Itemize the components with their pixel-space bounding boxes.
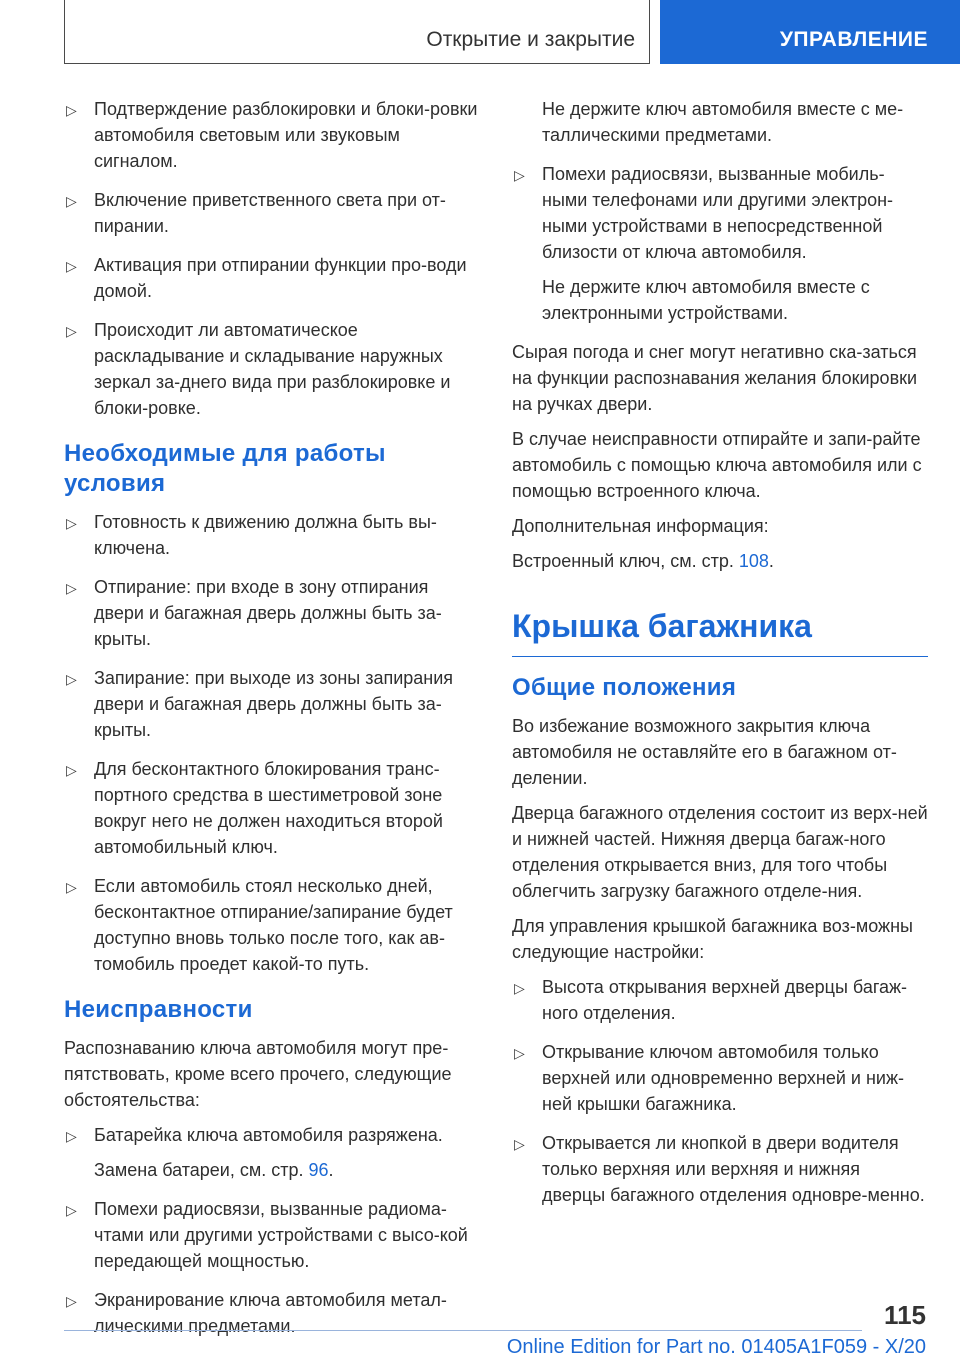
list-item: ▷ Открывание ключом автомобиля только верхней или одновременно верхней и ниж-ней крышки багажника.	[514, 1042, 905, 1114]
para-malfunction: В случае неисправности отпирайте и запи-райте автомобиль с помощью ключа автомобиля или с помощью встроенного ключа.	[512, 429, 922, 501]
page-link-96[interactable]: 96	[308, 1160, 329, 1180]
list-item: ▷ Для бесконтактного блокирования транс-портного средства в шестиметровой зоне вокруг него не должен находиться второй автомобильный ключ.	[66, 759, 443, 857]
bullet-icon: ▷	[66, 671, 77, 687]
page-link-108[interactable]: 108	[738, 551, 769, 571]
bullet-icon: ▷	[66, 1202, 77, 1218]
fault1-note: Замена батареи, см. стр. 96.	[94, 1160, 334, 1180]
list-item: ▷ Запирание: при выходе из зоны запирания двери и багажная дверь должны быть за-крыты.	[66, 668, 454, 740]
page-number: 115	[884, 1300, 926, 1330]
bullet-icon: ▷	[66, 879, 77, 895]
footer-edition: Online Edition for Part no. 01405A1F059 - X/20	[506, 1336, 926, 1358]
list-item: ▷ Активация при отпирании функции про-води домой.	[66, 255, 467, 301]
bullet-icon: ▷	[66, 1128, 77, 1144]
list-item: ▷ Открывается ли кнопкой в двери водителя только верхняя или верхняя и нижняя дверцы багажного отделения одновре-менно.	[514, 1133, 925, 1205]
para-weather: Сырая погода и снег могут негативно ска-заться на функции распознавания желания блокировки на ручках двери.	[512, 342, 918, 414]
bullet-icon: ▷	[66, 580, 77, 596]
para-more-info: Дополнительная информация:	[512, 516, 769, 536]
bullet-icon: ▷	[514, 980, 525, 996]
list-item: ▷ Помехи радиосвязи, вызванные мобиль-ными телефонами или другими электрон-ными устройствами в непосредственной близости от ключа автомобиля.	[514, 164, 894, 262]
list-item: ▷ Отпирание: при входе в зону отпирания двери и багажная дверь должны быть за-крыты.	[66, 577, 442, 649]
list-item: ▷ Готовность к движению должна быть вы-ключена.	[66, 512, 437, 558]
list-item: ▷ Если автомобиль стоял несколько дней, бесконтактное отпирание/запирание будет доступно вновь только после того, как ав-томобиль проедет какой-то путь.	[66, 876, 453, 974]
bullet-icon: ▷	[66, 258, 77, 274]
bullet-icon: ▷	[66, 762, 77, 778]
bullet-icon: ▷	[66, 193, 77, 209]
footer-divider	[64, 1330, 862, 1331]
bullet-icon: ▷	[514, 1045, 525, 1061]
list-item: ▷ Экранирование ключа автомобиля метал-лическими предметами.	[66, 1290, 447, 1336]
right-column	[512, 96, 928, 1221]
heading-general: Общие положения	[512, 674, 737, 701]
list-item: ▷ Подтверждение разблокировки и блоки-ровки автомобиля световым или звуковым сигналом.	[66, 99, 478, 171]
list-item: ▷ Батарейка ключа автомобиля разряжена.	[64, 1122, 480, 1148]
bullet-icon: ▷	[514, 1136, 525, 1152]
bullet-icon: ▷	[514, 167, 525, 183]
heading-faults: Неисправности	[64, 996, 253, 1023]
list-item: ▷ Высота открывания верхней дверцы багаж-ного отделения.	[514, 977, 908, 1023]
bullet-icon: ▷	[66, 323, 77, 339]
fault4-note: Не держите ключ автомобиля вместе с электронными устройствами.	[542, 277, 870, 323]
para-trunk-1: Во избежание возможного закрытия ключа автомобиля не оставляйте его в багажном от-делении.	[512, 716, 897, 788]
heading-trunk-lid: Крышка багажника	[512, 606, 928, 657]
header-chapter-box	[660, 0, 960, 64]
bullet-icon: ▷	[66, 102, 77, 118]
page-header	[64, 0, 960, 64]
faults-intro: Распознаванию ключа автомобиля могут пре-пятствовать, кроме всего прочего, следующие обстоятельства:	[64, 1038, 452, 1110]
bullet-icon: ▷	[66, 1293, 77, 1309]
left-column	[64, 96, 480, 1352]
list-item: ▷ Включение приветственного света при от-пирании.	[66, 190, 446, 236]
para-trunk-2: Дверца багажного отделения состоит из верх-ней и нижней частей. Нижняя дверца багаж-ного отделения открывается вниз, для того чтобы облегчить загрузку багажного отделе-ния.	[512, 803, 928, 901]
header-section-title: Открытие и закрытие	[426, 28, 635, 51]
list-item: ▷ Происходит ли автоматическое раскладывание и складывание наружных зеркал за-днего вида при разблокировке и блоки-ровке.	[66, 320, 451, 418]
list-item: ▷ Помехи радиосвязи, вызванные радиома-чтами или другими устройствами с высо-кой передающей мощностью.	[66, 1199, 468, 1271]
heading-conditions: Необходимые для работы условия	[64, 440, 386, 497]
para-trunk-3: Для управления крышкой багажника воз-можны следующие настройки:	[512, 916, 913, 962]
para-integrated-key: Встроенный ключ, см. стр. 108.	[512, 551, 774, 571]
header-chapter-title: УПРАВЛЕНИЕ	[779, 28, 928, 51]
header-section-box	[64, 0, 650, 64]
fault3-note: Не держите ключ автомобиля вместе с ме-таллическими предметами.	[542, 99, 904, 145]
bullet-icon: ▷	[66, 515, 77, 531]
